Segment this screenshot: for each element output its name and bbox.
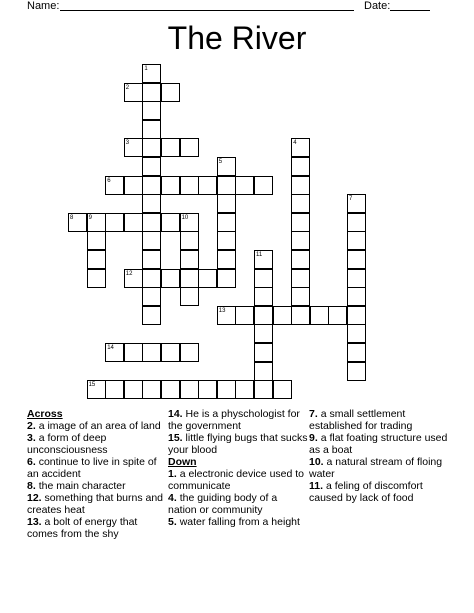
grid-cell[interactable] — [254, 362, 273, 381]
grid-cell[interactable] — [254, 343, 273, 362]
grid-cell[interactable] — [124, 176, 143, 195]
grid-cell[interactable] — [291, 250, 310, 269]
grid-cell[interactable] — [291, 138, 310, 157]
grid-cell[interactable] — [235, 306, 254, 325]
clue-number: 12 — [125, 270, 133, 277]
date-label: Date: — [364, 0, 391, 12]
grid-cell[interactable] — [87, 269, 106, 288]
clue-across-15: 15. little flying bugs that sucks your blood — [168, 432, 308, 456]
clue-number: 15 — [88, 382, 96, 389]
grid-cell[interactable] — [347, 306, 366, 325]
grid-cell[interactable] — [217, 213, 236, 232]
grid-cell[interactable] — [124, 380, 143, 399]
grid-cell[interactable] — [217, 176, 236, 195]
clue-number: 1 — [144, 66, 148, 72]
grid-cell[interactable] — [161, 213, 180, 232]
grid-cell[interactable] — [217, 231, 236, 250]
clue-number: 6 — [107, 177, 111, 184]
grid-cell[interactable] — [254, 287, 273, 306]
grid-cell[interactable] — [124, 138, 143, 157]
grid-cell[interactable] — [180, 213, 199, 232]
grid-cell[interactable] — [105, 176, 124, 195]
grid-cell[interactable] — [291, 213, 310, 232]
grid-cell[interactable] — [142, 269, 161, 288]
grid-cell[interactable] — [142, 250, 161, 269]
grid-cell[interactable] — [291, 231, 310, 250]
grid-cell[interactable] — [161, 343, 180, 362]
name-label: Name: — [27, 0, 60, 12]
grid-cell[interactable] — [217, 250, 236, 269]
grid-cell[interactable] — [124, 269, 143, 288]
grid-cell[interactable] — [347, 287, 366, 306]
grid-cell[interactable] — [142, 120, 161, 139]
grid-cell[interactable] — [254, 176, 273, 195]
clue-number: 8 — [70, 214, 74, 221]
grid-cell[interactable] — [142, 101, 161, 120]
grid-cell[interactable] — [180, 231, 199, 250]
grid-cell[interactable] — [180, 287, 199, 306]
grid-cell[interactable] — [142, 380, 161, 399]
grid-cell[interactable] — [235, 380, 254, 399]
clue-across-2: 2. a image of an area of land — [27, 420, 161, 432]
grid-cell[interactable] — [310, 306, 329, 325]
grid-cell[interactable] — [291, 157, 310, 176]
clue-across-14: 14. He is a physchologist for the government — [168, 408, 300, 432]
grid-cell[interactable] — [161, 83, 180, 102]
grid-cell[interactable] — [254, 269, 273, 288]
grid-cell[interactable] — [142, 64, 161, 83]
grid-cell[interactable] — [347, 343, 366, 362]
clues-column-2 — [168, 408, 308, 528]
grid-cell[interactable] — [347, 250, 366, 269]
grid-cell[interactable] — [347, 231, 366, 250]
puzzle-title: The River — [167, 20, 307, 56]
grid-cell[interactable] — [235, 176, 254, 195]
grid-cell[interactable] — [142, 138, 161, 157]
grid-cell[interactable] — [291, 176, 310, 195]
grid-cell[interactable] — [254, 306, 273, 325]
clue-down-1: 1. a electronic device used to communicate — [168, 468, 305, 492]
grid-cell[interactable] — [217, 306, 236, 325]
clue-down-7: 7. a small settlement established for trading — [309, 408, 413, 432]
grid-cell[interactable] — [142, 194, 161, 213]
clue-across-12: 12. something that burns and creates heat — [27, 492, 164, 516]
grid-cell[interactable] — [328, 306, 347, 325]
grid-cell[interactable] — [142, 176, 161, 195]
clue-number: 14 — [107, 345, 114, 351]
grid-cell[interactable] — [87, 231, 106, 250]
grid-cell[interactable] — [180, 250, 199, 269]
grid-cell[interactable] — [124, 83, 143, 102]
clue-number: 10 — [181, 214, 189, 221]
grid-cell[interactable] — [180, 176, 199, 195]
grid-cell[interactable] — [217, 269, 236, 288]
clue-number: 7 — [349, 196, 353, 203]
grid-cell[interactable] — [198, 176, 217, 195]
clue-number: 3 — [125, 140, 130, 147]
clue-across-6: 6. continue to live in spite of an accident — [27, 456, 157, 480]
grid-cell[interactable] — [142, 157, 161, 176]
grid-cell[interactable] — [198, 380, 217, 399]
grid-cell[interactable] — [161, 269, 180, 288]
grid-cell[interactable] — [254, 250, 273, 269]
grid-cell[interactable] — [105, 380, 124, 399]
clue-number: 13 — [218, 307, 226, 314]
clue-number: 4 — [293, 140, 297, 147]
clue-down-11: 11. a feling of discomfort caused by lack of food — [309, 480, 423, 504]
grid-cell[interactable] — [161, 380, 180, 399]
grid-cell[interactable] — [161, 138, 180, 157]
grid-cell[interactable] — [124, 343, 143, 362]
grid-cell[interactable] — [273, 306, 292, 325]
grid-cell[interactable] — [142, 83, 161, 102]
clue-number: 11 — [256, 252, 263, 258]
grid-cell[interactable] — [217, 157, 236, 176]
grid-cell[interactable] — [347, 362, 366, 381]
grid-cell[interactable] — [347, 194, 366, 213]
grid-cell[interactable] — [142, 287, 161, 306]
grid-cell[interactable] — [161, 176, 180, 195]
clue-down-10: 10. a natural stream of floing water — [309, 456, 443, 480]
grid-cell[interactable] — [291, 287, 310, 306]
across-heading: Across — [27, 408, 63, 420]
grid-cell[interactable] — [198, 269, 217, 288]
down-heading: Down — [168, 456, 197, 468]
grid-cell[interactable] — [217, 380, 236, 399]
clue-down-4: 4. the guiding body of a nation or community — [168, 492, 278, 516]
grid-cell[interactable] — [291, 306, 310, 325]
grid-cell[interactable] — [142, 306, 161, 325]
grid-cell[interactable] — [105, 213, 124, 232]
grid-cell[interactable] — [124, 213, 143, 232]
grid-cell[interactable] — [87, 213, 106, 232]
grid-cell[interactable] — [142, 343, 161, 362]
clue-down-5: 5. water falling from a height — [168, 516, 300, 528]
grid-cell[interactable] — [180, 269, 199, 288]
grid-cell[interactable] — [273, 380, 292, 399]
clue-number: 9 — [88, 214, 92, 221]
grid-cell[interactable] — [291, 194, 310, 213]
clue-down-9: 9. a flat foating structure used as a boat — [309, 432, 448, 456]
grid-cell[interactable] — [142, 231, 161, 250]
grid-cell[interactable] — [87, 250, 106, 269]
grid-cell[interactable] — [68, 213, 87, 232]
grid-cell[interactable] — [180, 138, 199, 157]
clue-across-3: 3. a form of deep unconsciousness — [27, 432, 108, 456]
clue-number: 5 — [218, 159, 223, 165]
clue-number: 2 — [125, 84, 130, 91]
grid-cell[interactable] — [180, 343, 199, 362]
clues-column-3 — [309, 408, 449, 504]
grid-cell[interactable] — [291, 269, 310, 288]
grid-cell[interactable] — [347, 213, 366, 232]
grid-cell[interactable] — [347, 324, 366, 343]
grid-cell[interactable] — [254, 380, 273, 399]
clue-across-13: 13. a bolt of energy that comes from the shy — [27, 516, 138, 540]
clues-column-1 — [27, 408, 167, 540]
grid-cell[interactable] — [105, 343, 124, 362]
grid-cell[interactable] — [180, 380, 199, 399]
clue-across-8: 8. the main character — [27, 480, 126, 492]
grid-cell[interactable] — [217, 194, 236, 213]
grid-cell[interactable] — [347, 269, 366, 288]
grid-cell[interactable] — [87, 380, 106, 399]
grid-cell[interactable] — [142, 213, 161, 232]
grid-cell[interactable] — [254, 324, 273, 343]
